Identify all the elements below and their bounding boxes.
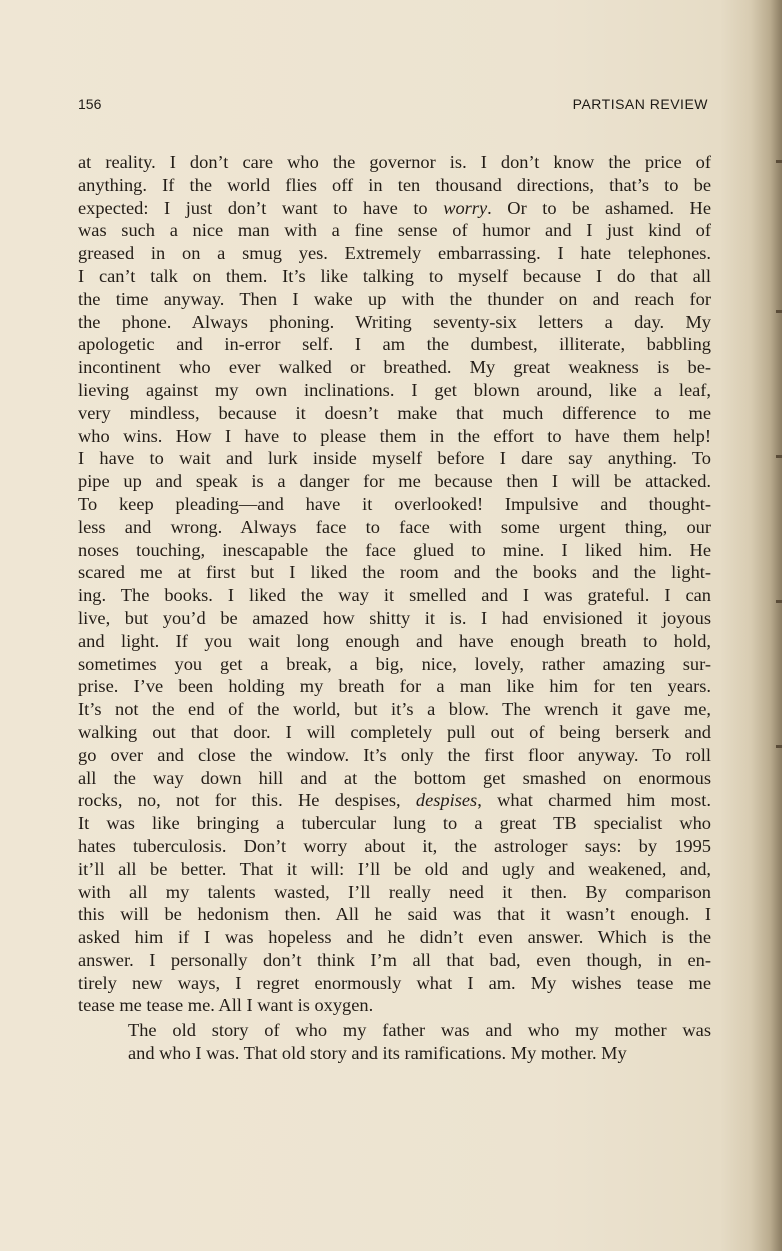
text-line: at reality. I don’t care who the governor is. I don’t know the price of xyxy=(78,152,711,172)
text-line: go over and close the window. It’s only the first floor anyway. To roll xyxy=(78,744,711,765)
text-line: It’s not the end of the world, but it’s a blow. The wrench it gave me, xyxy=(78,699,711,720)
text-line: lieving against my own inclinations. I get blown around, like a leaf, xyxy=(78,379,711,400)
text-line: To keep pleading—and have it overlooked! Impulsive and thought- xyxy=(78,493,711,514)
text-run: , what charmed him most. xyxy=(477,790,711,811)
page-edge-mark xyxy=(776,160,782,163)
text-line: incontinent who ever walked or breathed. My great weakness is be- xyxy=(78,357,711,378)
text-line: live, but you’d be amazed how shitty it is. I had envisioned it joyous xyxy=(78,607,711,628)
text-line: tease me tease me. All I want is oxygen. xyxy=(78,995,374,1016)
text-line: scared me at first but I liked the room and the books and the light- xyxy=(78,562,711,583)
text-line: who wins. How I have to please them in the effort to have them help! xyxy=(78,425,711,446)
page-edge-mark xyxy=(776,455,782,458)
page-edge-mark xyxy=(776,745,782,748)
page-edge-mark xyxy=(776,310,782,313)
text-line: hates tuberculosis. Don’t worry about it, the astrologer says: by 1995 xyxy=(78,835,711,856)
page-edge-mark xyxy=(776,600,782,603)
body-paragraph-2 xyxy=(78,1019,711,1065)
text-line: sometimes you get a break, a big, nice, lovely, rather amazing sur- xyxy=(78,653,711,674)
emphasis-text: worry xyxy=(443,197,488,218)
text-line: the phone. Always phoning. Writing seventy-six letters a day. My xyxy=(78,311,711,332)
text-line: asked him if I was hopeless and he didn’t even answer. Which is the xyxy=(78,927,711,948)
text-line: it’ll all be better. That it will: I’ll be old and ugly and weakened, and, xyxy=(78,858,711,879)
body-paragraph-1 xyxy=(78,151,711,1017)
text-line: and who I was. That old story and its ramifications. My mother. My xyxy=(128,1042,627,1063)
text-run: rocks, no, not for this. He despises, xyxy=(78,790,416,811)
running-title: PARTISAN REVIEW xyxy=(572,96,708,112)
text-line: the time anyway. Then I wake up with the thunder on and reach for xyxy=(78,288,711,309)
text-line: all the way down hill and at the bottom get smashed on enormous xyxy=(78,767,711,788)
text-line: prise. I’ve been holding my breath for a man like him for ten years. xyxy=(78,676,711,697)
text-line: very mindless, because it doesn’t make that much difference to me xyxy=(78,402,711,423)
page-header xyxy=(78,96,708,116)
text-line: and light. If you wait long enough and have enough breath to hold, xyxy=(78,630,711,651)
text-line: apologetic and in-error self. I am the dumbest, illiterate, babbling xyxy=(78,334,711,355)
text-line: was such a nice man with a fine sense of humor and I just kind of xyxy=(78,220,711,241)
page-number: 156 xyxy=(78,96,102,112)
text-line xyxy=(78,789,711,812)
text-line: The old story of who my father was and who my mother was xyxy=(128,1020,711,1040)
emphasis-text: despises xyxy=(415,790,478,811)
text-line: greased in on a smug yes. Extremely embarrassing. I hate telephones. xyxy=(78,243,711,264)
text-line xyxy=(78,197,711,220)
text-line: I have to wait and lurk inside myself before I dare say anything. To xyxy=(78,448,711,469)
text-line: It was like bringing a tubercular lung to a great TB specialist who xyxy=(78,813,711,834)
text-line: ing. The books. I liked the way it smelled and I was grateful. I can xyxy=(78,585,711,606)
text-line: with all my talents wasted, I’ll really need it then. By comparison xyxy=(78,881,711,902)
text-line: anything. If the world flies off in ten thousand directions, that’s to be xyxy=(78,174,711,195)
text-line: pipe up and speak is a danger for me because then I will be attacked. xyxy=(78,471,711,492)
text-line: walking out that door. I will completely pull out of being berserk and xyxy=(78,721,711,742)
text-line: less and wrong. Always face to face with some urgent thing, our xyxy=(78,516,711,537)
text-run: . Or to be ashamed. He xyxy=(487,197,711,218)
text-line: I can’t talk on them. It’s like talking to myself because I do that all xyxy=(78,265,711,286)
text-line: this will be hedonism then. All he said was that it wasn’t enough. I xyxy=(78,904,711,925)
text-line: noses touching, inescapable the face glued to mine. I liked him. He xyxy=(78,539,711,560)
text-line: tirely new ways, I regret enormously what I am. My wishes tease me xyxy=(78,972,711,993)
text-run: expected: I just don’t want to have to xyxy=(78,197,444,218)
text-line: answer. I personally don’t think I’m all that bad, even though, in en- xyxy=(78,949,711,970)
